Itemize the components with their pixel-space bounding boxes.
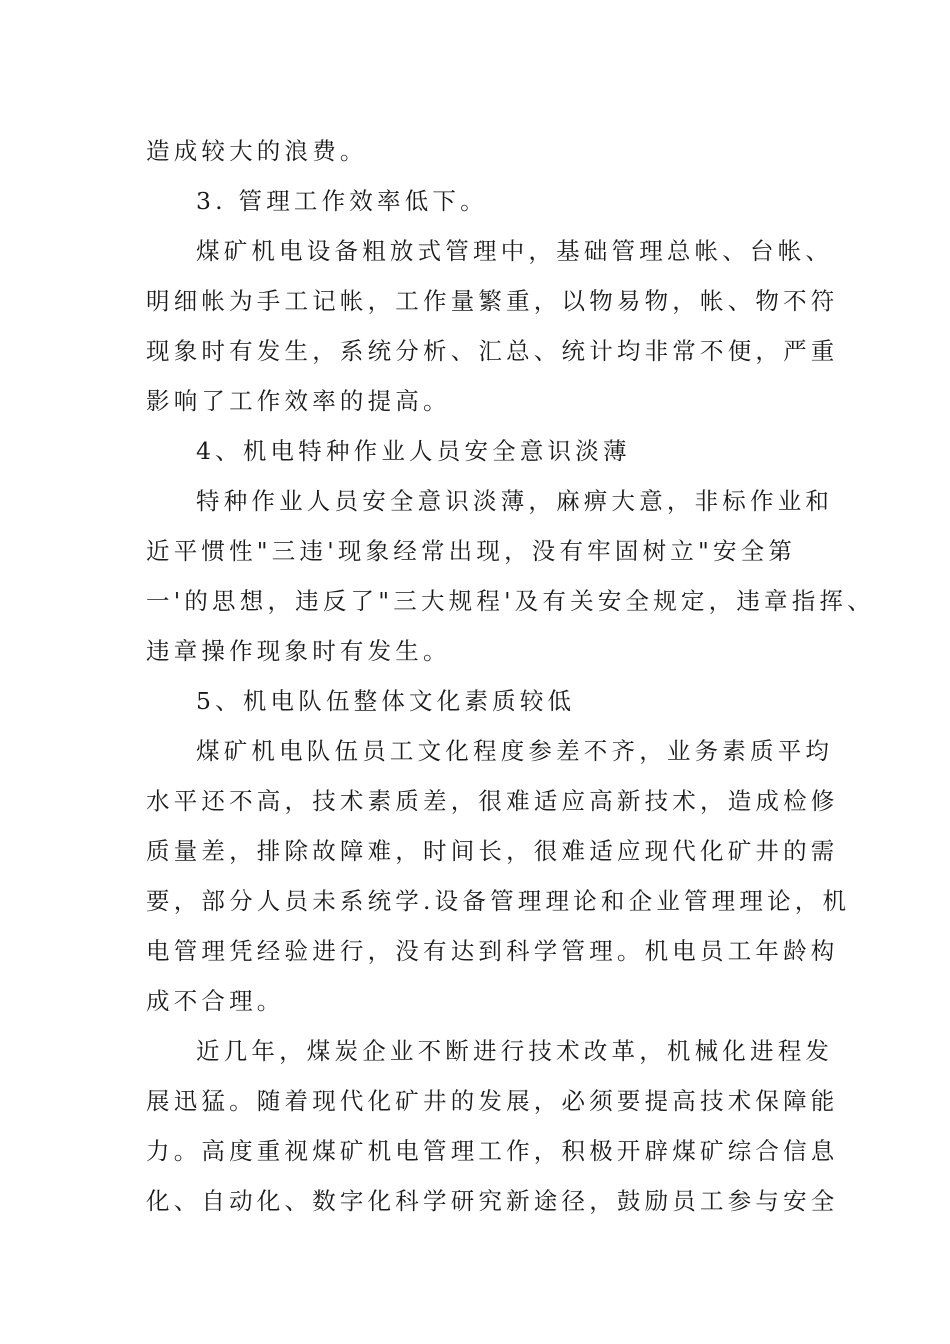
- paragraph-line: 违章操作现象时有发生。: [146, 637, 451, 665]
- paragraph-line: 影响了工作效率的提高。: [146, 387, 451, 415]
- paragraph-line: 要，部分人员未系统学.设备管理理论和企业管理理论，机: [146, 887, 851, 915]
- paragraph-line: 近几年，煤炭企业不断进行技术改革，机械化进程发: [196, 1037, 834, 1065]
- section-heading-5: 5、机电队伍整体文化素质较低: [196, 687, 576, 715]
- paragraph-continuation-line: 造成较大的浪费。: [146, 137, 368, 165]
- paragraph-line: 展迅猛。随着现代化矿井的发展，必须要提高技术保障能: [146, 1087, 839, 1115]
- paragraph-line: 近平惯性"三违'现象经常出现，没有牢固树立"安全第: [146, 537, 797, 565]
- paragraph-line: 力。高度重视煤矿机电管理工作，积极开辟煤矿综合信息: [146, 1137, 839, 1165]
- paragraph-line: 现象时有发生，系统分析、汇总、统计均非常不便，严重: [146, 337, 839, 365]
- paragraph-line: 煤矿机电设备粗放式管理中，基础管理总帐、台帐、: [196, 237, 834, 265]
- paragraph-line: 明细帐为手工记帐，工作量繁重，以物易物，帐、物不符: [146, 287, 839, 315]
- paragraph-line: 成不合理。: [146, 987, 285, 1015]
- paragraph-line: 化、自动化、数字化科学研究新途径，鼓励员工参与安全: [146, 1187, 839, 1215]
- paragraph-line: 特种作业人员安全意识淡薄，麻痹大意，非标作业和: [196, 487, 834, 515]
- section-heading-3: 3. 管理工作效率低下。: [196, 187, 488, 215]
- paragraph-line: 电管理凭经验进行，没有达到科学管理。机电员工年龄构: [146, 937, 839, 965]
- paragraph-line: 质量差，排除故障难，时间长，很难适应现代化矿井的需: [146, 837, 839, 865]
- paragraph-line: 一'的思想，违反了"三大规程'及有关安全规定，违章指挥、: [146, 587, 875, 615]
- paragraph-line: 煤矿机电队伍员工文化程度参差不齐，业务素质平均: [196, 737, 834, 765]
- paragraph-line: 水平还不高，技术素质差，很难适应高新技术，造成检修: [146, 787, 839, 815]
- section-heading-4: 4、机电特种作业人员安全意识淡薄: [196, 437, 631, 465]
